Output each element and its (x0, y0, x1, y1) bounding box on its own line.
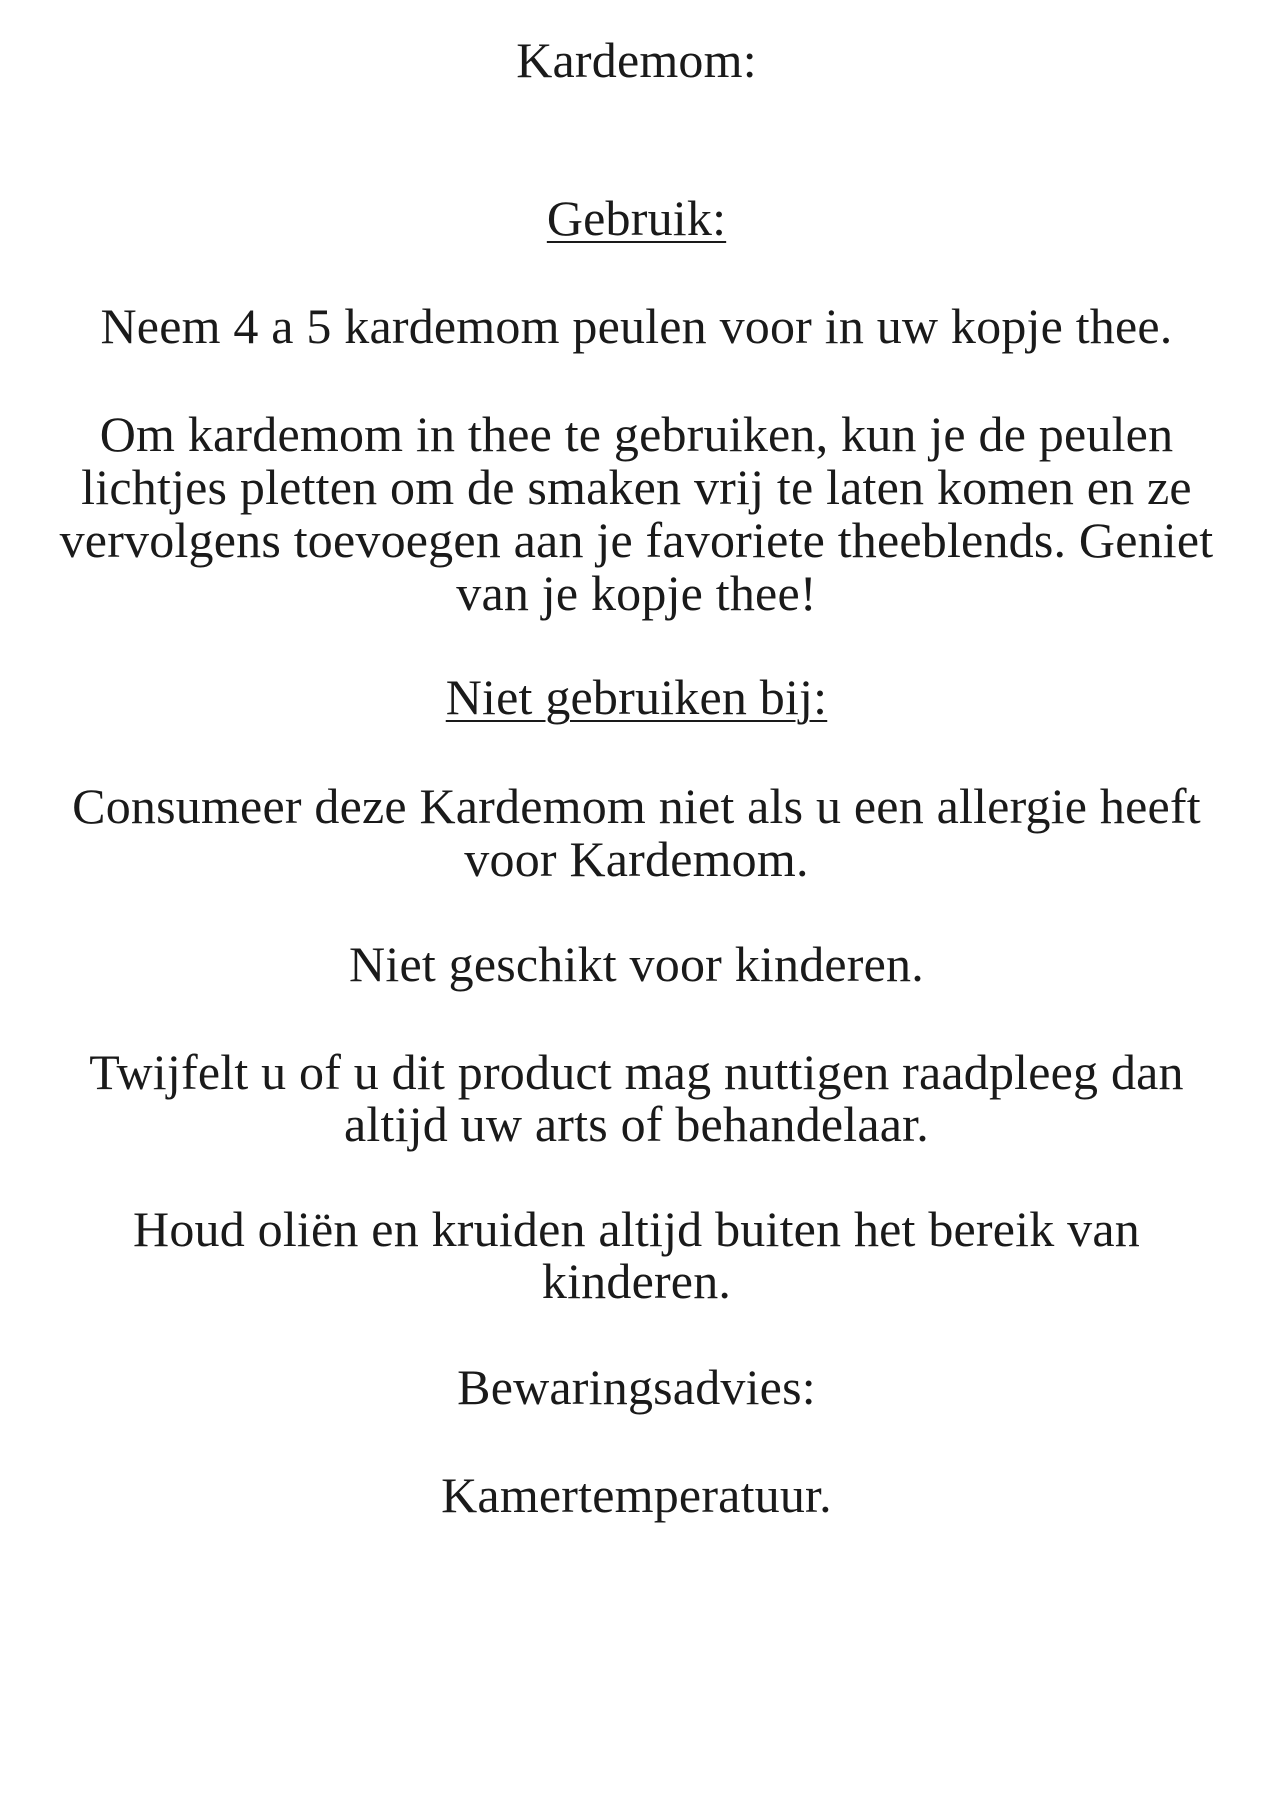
usage-instructions-line: Om kardemom in thee te gebruiken, kun je de peulen (99, 406, 1174, 462)
usage-dosage-text: Neem 4 a 5 kardemom peulen voor in uw kopje thee. (100, 298, 1173, 354)
warnings-heading-text: Niet gebruiken bij: (445, 669, 828, 725)
warning-doctor-line: altijd uw arts of behandelaar. (344, 1096, 929, 1152)
usage-instructions-line: lichtjes pletten om de smaken vrij te laten komen en ze (81, 459, 1192, 515)
storage-heading: Bewaringsadvies: (457, 1359, 816, 1415)
usage-instructions-line: van je kopje thee! (456, 565, 817, 621)
usage-instructions-line: vervolgens toevoegen aan je favoriete theeblends. Geniet (59, 512, 1214, 568)
warnings-heading (0, 667, 1273, 727)
storage-value: Kamertemperatuur. (441, 1467, 832, 1523)
warning-allergy-line: Consumeer deze Kardemom niet als u een allergie heeft (72, 778, 1201, 834)
warning-reach-line: Houd oliën en kruiden altijd buiten het bereik van (133, 1201, 1140, 1257)
warning-doctor-line: Twijfelt u of u dit product mag nuttigen raadpleeg dan (89, 1044, 1184, 1100)
usage-heading (0, 188, 1273, 248)
warning-reach-line: kinderen. (541, 1253, 732, 1309)
usage-heading-text: Gebruik: (546, 190, 727, 246)
document-title: Kardemom: (516, 32, 757, 88)
warning-allergy-line: voor Kardemom. (464, 831, 809, 887)
warning-children-text: Niet geschikt voor kinderen. (349, 936, 924, 992)
